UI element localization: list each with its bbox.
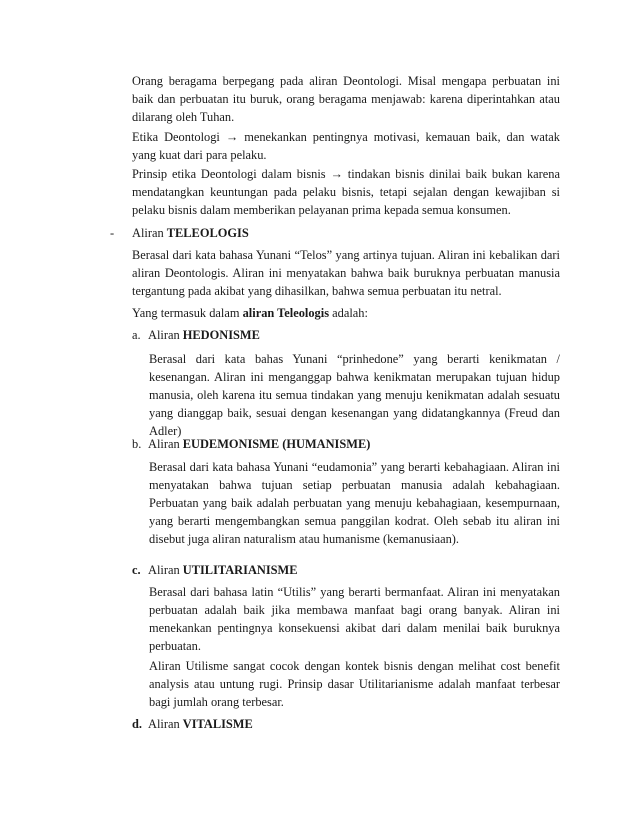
arrow-right-icon: → (330, 167, 343, 181)
list-marker-d: d. (132, 717, 142, 731)
paragraph-prinsip-etika: Prinsip etika Deontologi dalam bisnis → tindakan bisnis dinilai baik bukan karena mendatangkan keuntungan pada pelaku bisnis, tetapi sejalan dengan kewajiban si pelaku bisnis dalam memberikan pelayanan prima kepada semua konsumen. (132, 167, 560, 217)
heading-utilitarianisme: Aliran UTILITARIANISME (148, 563, 298, 577)
list-marker-c: c. (132, 563, 141, 577)
list-marker-a: a. (132, 328, 141, 342)
heading-eudemonisme: Aliran EUDEMONISME (HUMANISME) (148, 437, 371, 451)
heading-teleologis: Aliran TELEOLOGIS (132, 226, 249, 240)
paragraph-etika-deontologi: Etika Deontologi → menekankan pentingnya motivasi, kemauan baik, dan watak yang kuat dari para pelaku. (132, 130, 560, 162)
heading-vitalisme: Aliran VITALISME (148, 717, 253, 731)
paragraph-teleologis-list-intro: Yang termasuk dalam aliran Teleologis adalah: (132, 306, 368, 320)
list-bullet: - (110, 226, 115, 240)
heading-hedonisme: Aliran HEDONISME (148, 328, 260, 342)
paragraph-hedonisme: Berasal dari kata bahas Yunani “prinhedone” yang berarti kenikmatan / kesenangan. Aliran ini menganggap bahwa kenikmatan merupakan tujuan hidup manusia, oleh karena itu semua tindakan yang menuju kenikmatan adalah sesuatu yang dianggap baik, sesuai dengan kesenangan yang didatangkannya (Freud dan Adler) (149, 352, 560, 438)
paragraph-utilisme: Aliran Utilisme sangat cocok dengan kontek bisnis dengan melihat cost benefit analysis atau untung rugi. Prinsip dasar Utilitarianisme adalah manfaat terbesar bagi jumlah orang terbesar. (149, 659, 560, 709)
paragraph-teleologis: Berasal dari kata bahasa Yunani “Telos” yang artinya tujuan. Aliran ini kebalikan dari aliran Deontologis. Aliran ini menyatakan bahwa baik buruknya perbuatan manusia tergantung pada akibat yang dihasilkan, bahwa semua perbuatan itu netral. (132, 248, 560, 298)
list-marker-b: b. (132, 437, 142, 451)
paragraph-deontologi-intro: Orang beragama berpegang pada aliran Deontologi. Misal mengapa perbuatan ini baik dan perbuatan itu buruk, orang beragama menjawab: karena diperintahkan atau dilarang oleh Tuhan. (132, 74, 560, 124)
arrow-right-icon: → (225, 130, 239, 144)
paragraph-eudemonisme: Berasal dari kata bahasa Yunani “eudamonia” yang berarti kebahagiaan. Aliran ini menyatakan bahwa tujuan setiap perbuatan manusia adalah kebahagiaan. Perbuatan yang baik adalah perbuatan yang menuju kebahagiaan, kesempurnaan, yang berarti mengembangkan semua panggilan kodrat. Oleh sebab itu aliran ini disebut juga aliran naturalism atau humanisme (kemanusiaan). (149, 460, 560, 546)
paragraph-utilitarianisme: Berasal dari bahasa latin “Utilis” yang berarti bermanfaat. Aliran ini menyatakan perbuatan adalah baik jika membawa manfaat bagi orang banyak. Aliran ini menekankan pentingnya konsekuensi akibat dari dalam menilai baik buruknya perbuatan. (149, 585, 560, 653)
